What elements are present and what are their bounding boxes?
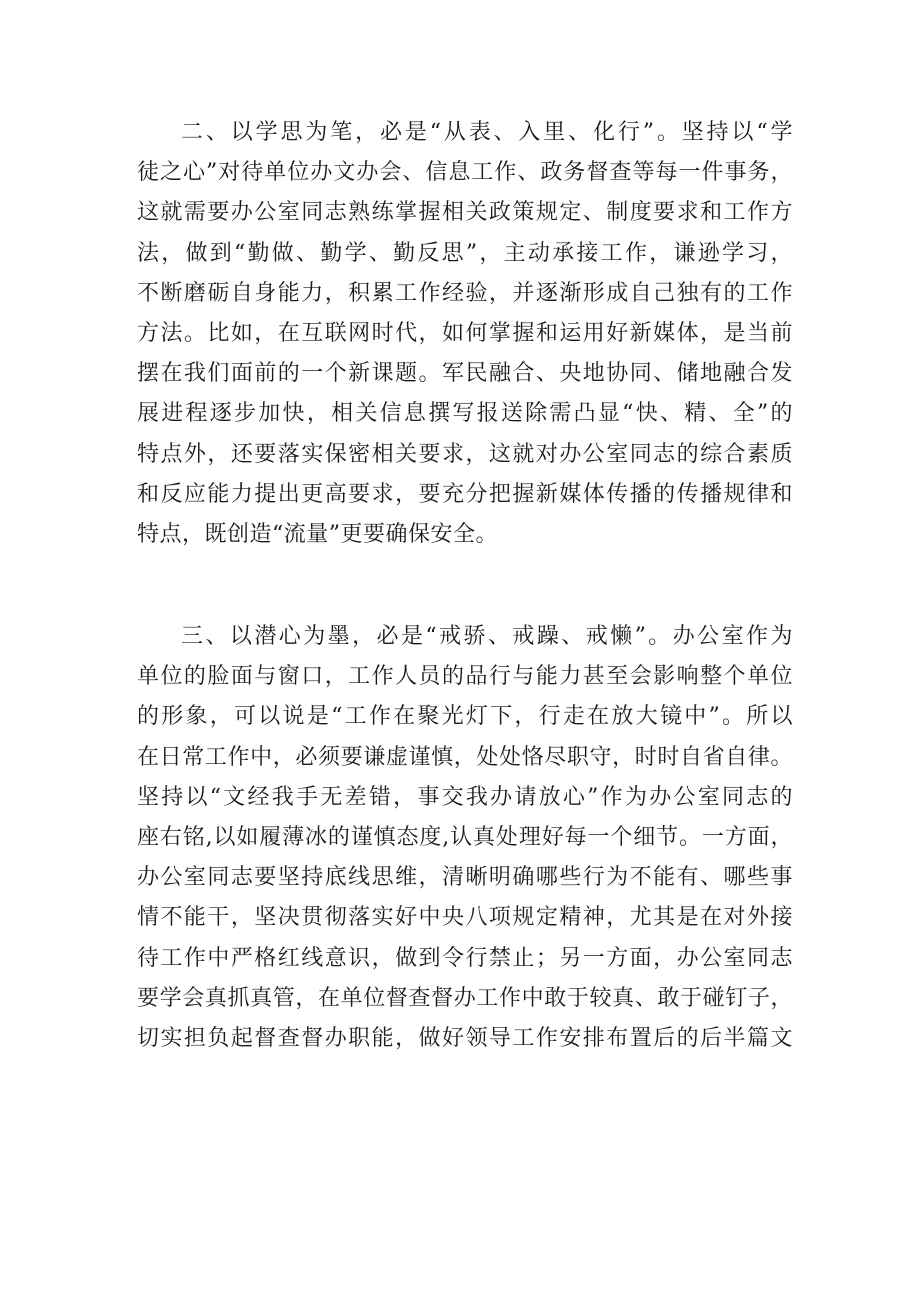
paragraph-line: 和反应能力提出更高要求，要充分把握新媒体传播的传播规律和 — [137, 481, 793, 507]
paragraph-line: 情不能干，坚决贯彻落实好中央八项规定精神，尤其是在对外接 — [137, 905, 793, 931]
paragraph-line: 徒之心”对待单位办文办会、信息工作、政务督查等每一件事务， — [137, 160, 793, 186]
paragraph-line: 切实担负起督查督办职能，做好领导工作安排布置后的后半篇文 — [137, 1025, 793, 1051]
paragraph-line: 法，做到“勤做、勤学、勤反思”，主动承接工作，谦逊学习， — [137, 240, 793, 266]
paragraph-line: 特点外，还要落实保密相关要求，这就对办公室同志的综合素质 — [137, 441, 793, 467]
paragraph-three — [137, 617, 793, 1059]
paragraph-line: 座右铭,以如履薄冰的谨慎态度,认真处理好每一个细节。一方面， — [137, 824, 793, 850]
paragraph-line: 展进程逐步加快，相关信息撰写报送除需凸显“快、精、全”的 — [137, 401, 793, 427]
paragraph-line: 二、以学思为笔，必是“从表、入里、化行”。坚持以“学 — [181, 120, 793, 145]
paragraph-line: 办公室同志要坚持底线思维，清晰明确哪些行为不能有、哪些事 — [137, 865, 793, 891]
paragraph-line: 方法。比如，在互联网时代，如何掌握和运用好新媒体，是当前 — [137, 320, 793, 346]
paragraph-two — [137, 113, 793, 555]
paragraph-line: 特点，既创造“流量”更要确保安全。 — [137, 521, 498, 547]
paragraph-line: 不断磨砺自身能力，积累工作经验，并逐渐形成自己独有的工作 — [137, 280, 793, 306]
paragraph-line: 待工作中严格红线意识，做到令行禁止；另一方面，办公室同志 — [137, 945, 793, 971]
paragraph-line: 摆在我们面前的一个新课题。军民融合、央地协同、储地融合发 — [137, 361, 793, 387]
paragraph-line: 要学会真抓真管，在单位督查督办工作中敢于较真、敢于碰钉子， — [137, 985, 793, 1011]
paragraph-line: 三、以潜心为墨，必是“戒骄、戒躁、戒懒”。办公室作为 — [181, 624, 793, 649]
paragraph-line: 单位的脸面与窗口，工作人员的品行与能力甚至会影响整个单位 — [137, 664, 793, 690]
paragraph-line: 在日常工作中，必须要谦虚谨慎，处处恪尽职守，时时自省自律。 — [137, 744, 793, 770]
paragraph-line: 坚持以“文经我手无差错，事交我办请放心”作为办公室同志的 — [137, 784, 793, 810]
paragraph-line: 这就需要办公室同志熟练掌握相关政策规定、制度要求和工作方 — [137, 200, 793, 226]
paragraph-line: 的形象，可以说是“工作在聚光灯下，行走在放大镜中”。所以 — [137, 704, 793, 730]
